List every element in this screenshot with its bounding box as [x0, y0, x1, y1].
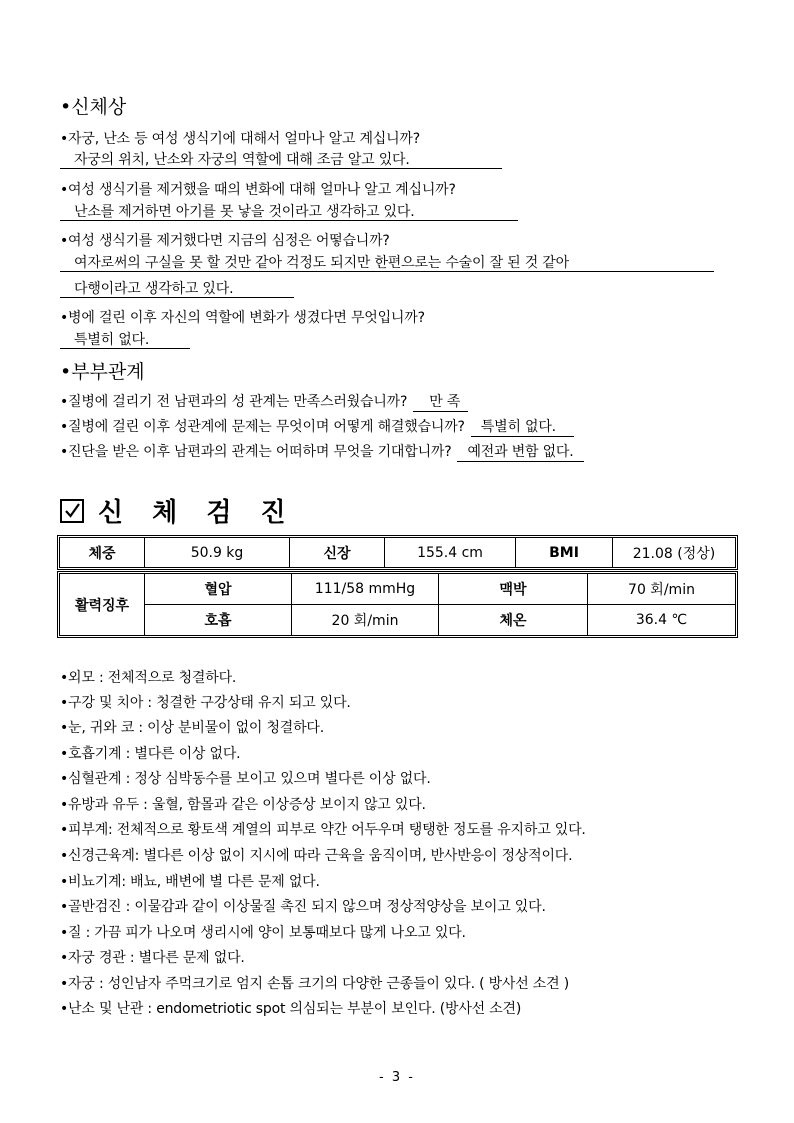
question-line: •병에 걸린 이후 자신의 역할에 변화가 생겼다면 무엇입니까?: [60, 310, 425, 326]
checkbox-icon: [60, 499, 84, 523]
question-line: [60, 391, 468, 412]
bp-value: 111/58 mmHg: [292, 574, 439, 605]
finding-item: •심혈관계 : 정상 심박동수를 보이고 있으며 별다른 이상 없다.: [60, 771, 431, 787]
answer-inline: 특별히 없다.: [471, 419, 574, 437]
finding-item: •난소 및 난관 : endometriotic spot 의심되는 부분이 보인다. (방사선 소견): [60, 1001, 522, 1017]
height-value: 155.4 cm: [385, 538, 516, 568]
finding-item: •눈, 귀와 코 : 이상 분비물이 없이 청결하다.: [60, 720, 325, 736]
finding-item: •구강 및 치아 : 청결한 구강상태 유지 되고 있다.: [60, 695, 351, 711]
page-number: - 3 -: [379, 1070, 415, 1085]
section-heading-body-image: •신체상: [60, 96, 127, 118]
finding-item: •자궁 : 성인남자 주먹크기로 엄지 손톱 크기의 다양한 근종들이 있다. ( 방사선 소견 ): [60, 976, 569, 992]
temp-value: 36.4 ℃: [588, 605, 736, 636]
temp-label: 체온: [439, 605, 588, 636]
table-row: [60, 574, 736, 605]
vital-signs-table: [59, 573, 736, 636]
finding-item: •외모 : 전체적으로 청결하다.: [60, 670, 237, 686]
question-line: •여성 생식기를 제거했다면 지금의 심정은 어떻습니까?: [60, 233, 390, 249]
height-label: 신장: [290, 538, 385, 568]
question-line: •여성 생식기를 제거했을 때의 변화에 대해 얼마나 알고 계십니까?: [60, 182, 456, 198]
resp-label: 호흡: [145, 605, 292, 636]
finding-item: •비뇨기계: 배뇨, 배변에 별 다른 문제 없다.: [60, 874, 320, 890]
vitals-label: 활력징후: [60, 574, 145, 636]
finding-item: •질 : 가끔 피가 나오며 생리시에 양이 보통때보다 많게 나오고 있다.: [60, 925, 466, 941]
finding-item: •유방과 유두 : 울혈, 함몰과 같은 이상증상 보이지 않고 있다.: [60, 797, 426, 813]
finding-item: •피부계: 전체적으로 황토색 계열의 피부로 약간 어두우며 탱탱한 정도를 유지하고 있다.: [60, 822, 586, 838]
answer-line: 자궁의 위치, 난소와 자궁의 역할에 대해 조금 알고 있다.: [60, 151, 502, 169]
table-row: [60, 538, 736, 568]
finding-item: •호흡기계 : 별다른 이상 없다.: [60, 746, 241, 762]
weight-value: 50.9 kg: [145, 538, 290, 568]
pulse-label: 맥박: [439, 574, 588, 605]
bmi-label: BMI: [516, 538, 613, 568]
finding-item: •자궁 경관 : 별다른 문제 없다.: [60, 950, 245, 966]
answer-line: 특별히 없다.: [60, 331, 190, 349]
question-text: •질병에 걸리기 전 남편과의 성 관계는 만족스러웠습니까?: [60, 394, 408, 410]
question-text: •질병에 걸린 이후 성관계에 문제는 무엇이며 어떻게 해결했습니까?: [60, 419, 465, 435]
question-line: [60, 441, 584, 462]
exam-title-text: 신 체 검 진: [98, 498, 296, 528]
answer-inline: 예전과 변함 없다.: [457, 444, 583, 462]
table-row: [60, 605, 736, 636]
answer-line: 여자로써의 구실을 못 할 것만 같아 걱정도 되지만 한편으로는 수술이 잘 된 것 같아: [60, 254, 714, 272]
section-heading-couple: •부부관계: [60, 361, 145, 383]
answer-inline: 만 족: [413, 394, 468, 412]
question-line: [60, 416, 574, 437]
question-line: •자궁, 난소 등 여성 생식기에 대해서 얼마나 알고 계십니까?: [60, 131, 420, 147]
resp-value: 20 회/min: [292, 605, 439, 636]
question-text: •진단을 받은 이후 남편과의 관계는 어떠하며 무엇을 기대합니까?: [60, 444, 452, 460]
finding-item: •골반검진 : 이물감과 같이 이상물질 촉진 되지 않으며 정상적양상을 보이고 있다.: [60, 899, 546, 915]
measurements-table: [59, 537, 736, 568]
bmi-value: 21.08 (정상): [613, 538, 736, 568]
bp-label: 혈압: [145, 574, 292, 605]
answer-line: 다행이라고 생각하고 있다.: [60, 280, 294, 298]
finding-item: •신경근육계: 별다른 이상 없이 지시에 따라 근육을 움직이며, 반사반응이 정상적이다.: [60, 848, 573, 864]
pulse-value: 70 회/min: [588, 574, 736, 605]
weight-label: 체중: [60, 538, 145, 568]
exam-title: [60, 492, 296, 529]
answer-line: 난소를 제거하면 아기를 못 낳을 것이라고 생각하고 있다.: [60, 203, 518, 221]
